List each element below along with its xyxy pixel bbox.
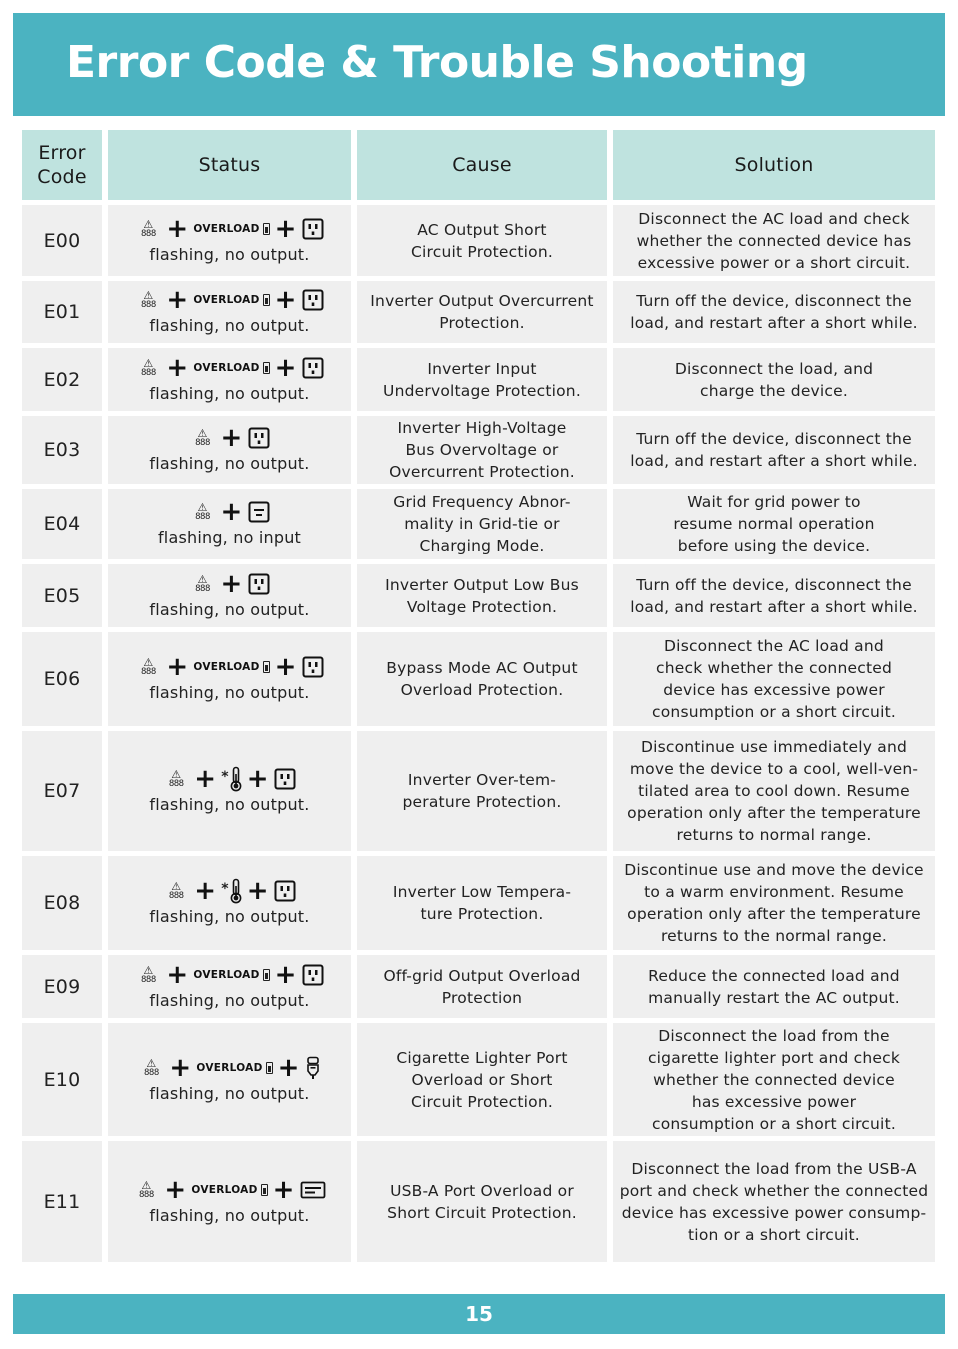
cause-text: Inverter Output Low Bus Voltage Protection. [385,575,579,616]
error-code-cell [22,1023,102,1136]
solution-text: Turn off the device, disconnect the load, and restart after a short while. [630,292,918,332]
warning-display-icon: ⚠ 888 [140,356,156,378]
error-code: E00 [43,229,81,252]
plus-icon: + [272,1174,295,1205]
cause-cell [357,955,607,1018]
overload-icon: OVERLOAD [193,357,269,379]
temperature-high-icon: * [221,766,242,792]
cause-text: Inverter Output Overcurrent Protection. [370,292,594,332]
header-status [108,130,351,200]
cause-cell [357,731,607,851]
plus-icon: + [194,876,217,906]
warning-display-icon: ⚠ 888 [140,217,156,239]
status-text: flashing, no output. [149,244,310,264]
solution-text: Disconnect the load from the cigarette lighter port and check whether the connected device has excessive power consumption or a short circuit. [647,1026,901,1133]
plus-icon: + [166,959,189,990]
cause-text: AC Output Short Circuit Protection. [411,220,553,261]
warning-display-icon: ⚠ 888 [168,768,184,789]
status-text: flashing, no output. [149,316,310,335]
cause-cell [357,348,607,411]
page-header [13,13,945,116]
solution-text: Discontinue use immediately and move the device to a cool, well-ven- tilated area to cool down. Resume operation only after the temperature returns to normal range. [627,738,921,844]
plus-icon: + [274,285,297,315]
status-cell [108,1023,351,1136]
cause-cell [357,489,607,559]
status-cell [108,731,351,851]
header-error-code-label: Error Code [37,142,87,188]
ac-input-icon [248,501,270,523]
status-text: flashing, no output. [149,1205,310,1225]
error-code-cell [22,281,102,343]
temperature-low-icon: * [221,878,242,904]
plus-icon: + [220,497,243,527]
cause-cell [357,632,607,726]
ac-outlet-icon [302,656,324,678]
plus-icon: + [274,352,297,383]
error-code: E09 [43,975,81,998]
solution-text: Wait for grid power to resume normal operation before using the device. [673,493,875,555]
status-text: flashing, no output. [149,1083,310,1103]
cause-text: Bypass Mode AC Output Overload Protection. [386,659,578,699]
status-cell [108,416,351,484]
status-cell [108,856,351,950]
plus-icon: + [220,568,243,599]
status-text: flashing, no output. [149,599,310,619]
cause-cell [357,205,607,276]
plus-icon: + [246,764,269,794]
solution-cell [613,632,935,726]
car-port-icon [305,1056,321,1080]
error-code-cell [22,731,102,851]
warning-display-icon: ⚠ 888 [138,1178,154,1200]
cause-text: Cigarette Lighter Port Overload or Short Circuit Protection. [396,1048,568,1111]
overload-icon: OVERLOAD [193,289,269,311]
solution-cell [613,281,935,343]
status-text: flashing, no output. [149,454,310,473]
error-code: E07 [43,780,81,802]
solution-cell [613,205,935,276]
plus-icon: + [274,959,297,990]
status-cell [108,632,351,726]
status-icons [135,213,323,244]
error-code-cell [22,1141,102,1262]
error-code: E11 [43,1190,81,1213]
overload-icon: OVERLOAD [193,656,269,678]
header-cause-label: Cause [452,154,512,176]
page-title: Error Code & Trouble Shooting [66,37,808,88]
cause-text: Inverter High-Voltage Bus Overvoltage or Overcurrent Protection. [389,419,575,481]
cause-cell [357,416,607,484]
warning-display-icon: ⚠ 888 [140,289,156,310]
status-icons [190,568,270,599]
status-cell [108,205,351,276]
page-number: 15 [465,1302,493,1326]
overload-icon: OVERLOAD [196,1057,272,1079]
solution-cell [613,489,935,559]
warning-display-icon: ⚠ 888 [168,880,184,901]
cause-cell [357,281,607,343]
warning-display-icon: ⚠ 888 [140,656,156,677]
error-code-cell [22,489,102,559]
plus-icon: + [246,876,269,906]
cause-cell [357,564,607,627]
cause-text: USB-A Port Overload or Short Circuit Protection. [387,1181,577,1222]
solution-cell [613,856,935,950]
plus-icon: + [274,213,297,244]
error-code: E08 [43,892,81,914]
cause-text: Inverter Low Tempera- ture Protection. [392,883,572,923]
status-icons [163,766,296,792]
error-code: E03 [43,439,81,461]
warning-display-icon: ⚠ 888 [195,572,210,594]
plus-icon: + [166,352,189,383]
solution-text: Disconnect the AC load and check whether the connected device has excessive power or a short circuit. [636,209,912,272]
ac-outlet-icon [274,768,296,790]
cause-text: Inverter Over-tem- perature Protection. [402,771,562,811]
status-icons [138,1052,320,1083]
solution-text: Disconnect the load from the USB-A port and check whether the connected device has excessive power consump- tion or a short circuit. [619,1159,929,1244]
error-code: E06 [43,668,81,690]
solution-text: Turn off the device, disconnect the load, and restart after a short while. [630,575,918,616]
error-code: E04 [43,513,81,535]
header-solution-label: Solution [734,154,814,176]
error-code-cell [22,416,102,484]
error-code-cell [22,856,102,950]
error-code: E05 [43,584,81,607]
status-icons [135,959,323,990]
solution-text: Disconnect the load, and charge the device. [674,359,874,400]
error-code: E01 [43,301,81,323]
status-text: flashing, no output. [149,383,310,403]
warning-display-icon: ⚠ 888 [195,427,210,448]
ac-outlet-icon [302,964,324,986]
plus-icon: + [166,652,189,682]
status-cell [108,564,351,627]
solution-cell [613,1141,935,1262]
ac-outlet-icon [302,357,324,379]
status-icons [135,654,323,680]
cause-text: Grid Frequency Abnor- mality in Grid-tie or Charging Mode. [393,493,571,555]
cause-cell [357,1023,607,1136]
status-cell [108,955,351,1018]
ac-outlet-icon [302,218,324,240]
plus-icon: + [274,652,297,682]
error-code-cell [22,348,102,411]
warning-display-icon: ⚠ 888 [195,501,210,522]
overload-icon: OVERLOAD [193,964,269,986]
status-icons [133,1174,325,1205]
status-text: flashing, no input [157,528,302,547]
plus-icon: + [164,1174,187,1205]
solution-cell [613,731,935,851]
status-text: flashing, no output. [149,683,310,702]
plus-icon: + [277,1052,300,1083]
plus-icon: + [169,1052,192,1083]
page-footer [13,1294,945,1334]
ac-outlet-icon [274,880,296,902]
solution-text: Reduce the connected load and manually restart the AC output. [648,966,900,1007]
error-code-cell [22,955,102,1018]
plus-icon: + [220,423,243,453]
ac-outlet-icon [248,573,270,595]
status-icons [190,499,270,525]
status-text: flashing, no output. [149,795,310,814]
plus-icon: + [194,764,217,794]
header-solution [613,130,935,200]
status-cell [108,348,351,411]
status-text: flashing, no output. [149,907,310,926]
error-code-cell [22,205,102,276]
solution-cell [613,955,935,1018]
solution-cell [613,348,935,411]
cause-cell [357,856,607,950]
status-cell [108,281,351,343]
cause-cell [357,1141,607,1262]
solution-cell [613,564,935,627]
error-code: E02 [43,368,81,391]
ac-outlet-icon [302,289,324,311]
overload-icon: OVERLOAD [193,218,269,240]
header-status-label: Status [198,154,261,176]
usb-port-icon [300,1181,326,1199]
status-icons [163,878,296,904]
status-icons [135,352,323,383]
error-code-cell [22,632,102,726]
header-error-code [22,130,102,200]
status-cell [108,489,351,559]
status-icons [135,287,323,313]
overload-icon: OVERLOAD [191,1179,267,1201]
header-cause [357,130,607,200]
solution-text: Turn off the device, disconnect the load, and restart after a short while. [630,430,918,470]
cause-text: Inverter Input Undervoltage Protection. [383,359,581,400]
solution-text: Discontinue use and move the device to a warm environment. Resume operation only after the temperature returns to the normal range. [624,861,924,945]
plus-icon: + [166,285,189,315]
status-icons [190,425,270,451]
warning-display-icon: ⚠ 888 [140,963,156,985]
solution-cell [613,1023,935,1136]
error-code: E10 [43,1068,81,1091]
plus-icon: + [166,213,189,244]
ac-outlet-icon [248,427,270,449]
status-cell [108,1141,351,1262]
status-text: flashing, no output. [149,990,310,1010]
warning-display-icon: ⚠ 888 [143,1056,159,1078]
solution-text: Disconnect the AC load and check whether the connected device has excessive power consumption or a short circuit. [652,637,896,721]
cause-text: Off-grid Output Overload Protection [383,966,581,1007]
error-code-cell [22,564,102,627]
solution-cell [613,416,935,484]
